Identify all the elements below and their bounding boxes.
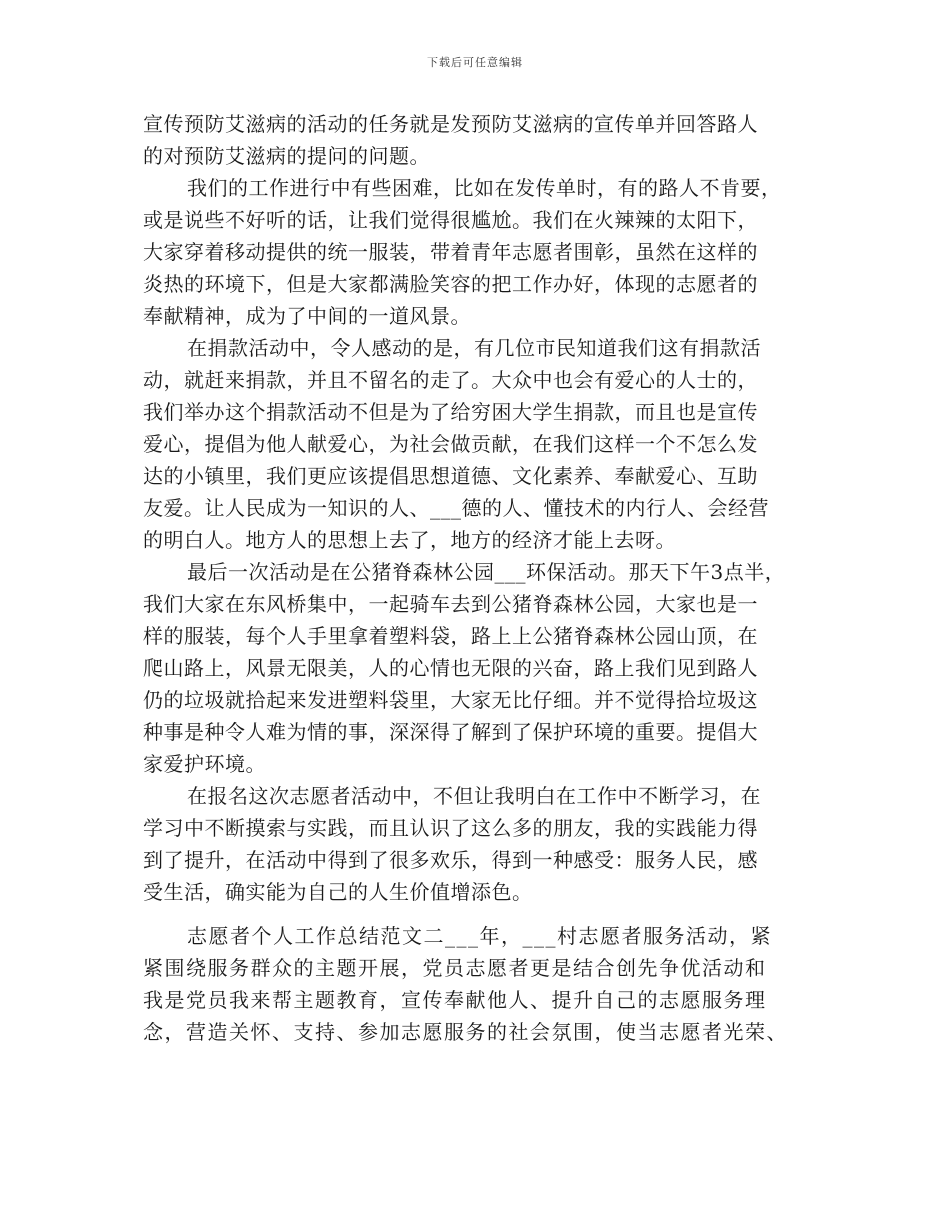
- text-line: 我们的工作进行中有些困难，比如在发传单时，有的路人不肯要，: [187, 176, 782, 200]
- text-line: 在捐款活动中，令人感动的是，有几位市民知道我们这有捐款活: [187, 336, 761, 360]
- text-line: 的明白人。地方人的思想上去了，地方的经济才能上去呀。: [143, 528, 676, 552]
- text-line: 到了提升，在活动中得到了很多欢乐，得到一种感受：服务人民，感: [143, 848, 758, 872]
- text-line: 最后一次活动是在公猪脊森林公园___环保活动。那天下午3点半，: [187, 560, 786, 584]
- text-line: 宣传预防艾滋病的活动的任务就是发预防艾滋病的宣传单并回答路人: [143, 112, 758, 136]
- text-line: 友爱。让人民成为一知识的人、___德的人、懂技术的内行人、会经营: [143, 496, 769, 520]
- text-line: 志愿者个人工作总结范文二___年，___村志愿者服务活动，紧: [187, 924, 772, 948]
- document-body: [143, 108, 833, 1048]
- text-line: 我们举办这个捐款活动不但是为了给穷困大学生捐款，而且也是宣传: [143, 400, 758, 424]
- page-header: 下载后可任意编辑: [427, 56, 523, 69]
- text-line: 受生活，确实能为自己的人生价值增添色。: [143, 880, 533, 904]
- text-line: 仍的垃圾就拾起来发进塑料袋里，大家无比仔细。并不觉得拾垃圾这: [143, 688, 758, 712]
- section-two: [143, 920, 833, 1048]
- text-line: 在报名这次志愿者活动中，不但让我明白在工作中不断学习，在: [187, 784, 761, 808]
- text-line: 我们大家在东风桥集中，一起骑车去到公猪脊森林公园，大家也是一: [143, 592, 758, 616]
- text-line: 爬山路上，风景无限美，人的心情也无限的兴奋，路上我们见到路人: [143, 656, 758, 680]
- text-line: 动，就赶来捐款，并且不留名的走了。大众中也会有爱心的人士的，: [143, 368, 758, 392]
- text-line: 的对预防艾滋病的提问的问题。: [143, 144, 430, 168]
- text-line: 念，营造关怀、支持、参加志愿服务的社会氛围，使当志愿者光荣、: [143, 1020, 788, 1044]
- text-line: 大家穿着移动提供的统一服装，带着青年志愿者围彰，虽然在这样的: [143, 240, 758, 264]
- text-line: 学习中不断摸索与实践，而且认识了这么多的朋友，我的实践能力得: [143, 816, 758, 840]
- text-line: 炎热的环境下，但是大家都满脸笑容的把工作办好，体现的志愿者的: [143, 272, 758, 296]
- text-line: 奉献精神，成为了中间的一道风景。: [143, 304, 471, 328]
- text-line: 达的小镇里，我们更应该提倡思想道德、文化素养、奉献爱心、互助: [143, 464, 758, 488]
- text-line: 家爱护环境。: [143, 752, 266, 776]
- text-line: 样的服装，每个人手里拿着塑料袋，路上上公猪脊森林公园山顶，在: [143, 624, 758, 648]
- text-line: 我是党员我来帮主题教育，宣传奉献他人、提升自己的志愿服务理: [143, 988, 767, 1012]
- text-line: 爱心，提倡为他人献爱心，为社会做贡献，在我们这样一个不怎么发: [143, 432, 758, 456]
- text-line: 种事是种令人难为情的事，深深得了解到了保护环境的重要。提倡大: [143, 720, 758, 744]
- text-line: 紧围绕服务群众的主题开展，党员志愿者更是结合创先争优活动和: [143, 956, 767, 980]
- text-line: 或是说些不好听的话，让我们觉得很尴尬。我们在火辣辣的太阳下，: [143, 208, 758, 232]
